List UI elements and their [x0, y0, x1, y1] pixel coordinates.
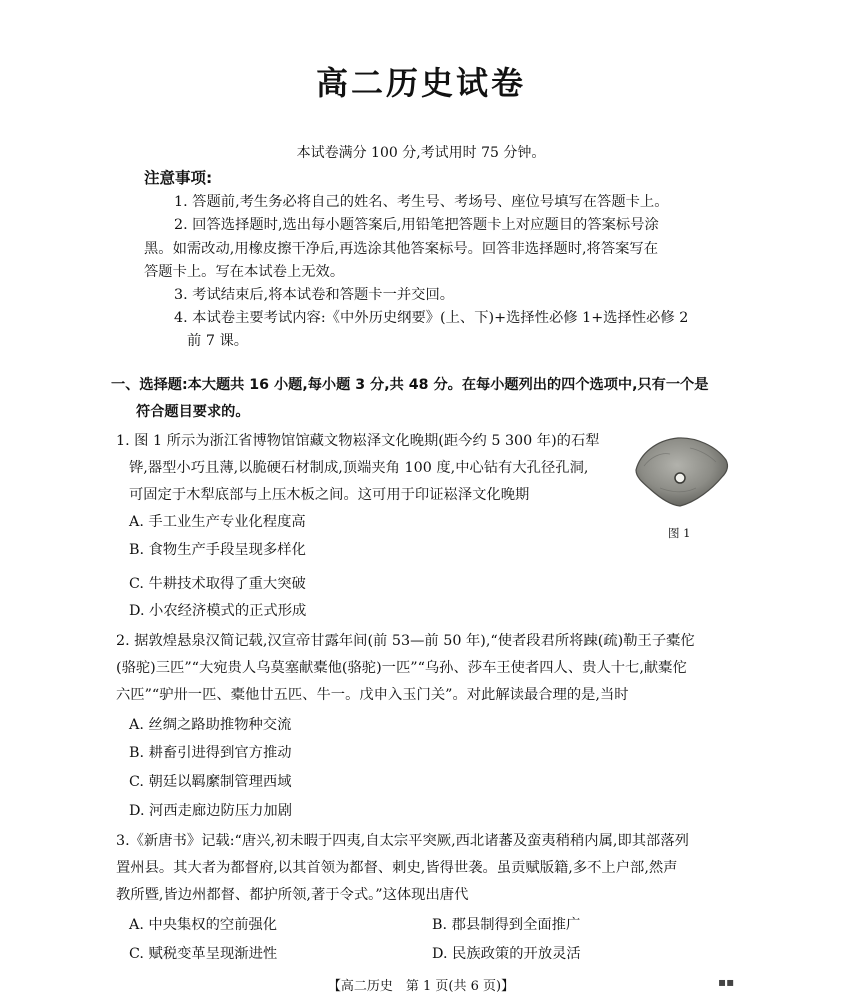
question-3-text: 3.《新唐书》记载:“唐兴,初未暇于四夷,自太宗平突厥,西北诸蕃及蛮夷稍稍内属,即其部落列 — [116, 833, 689, 849]
question-3-text: 置州县。其大者为都督府,以其首领为都督、刺史,皆得世袭。虽贡赋版籍,多不上户部,然声 — [116, 860, 678, 876]
notes-heading: 注意事项: — [144, 169, 213, 187]
question-2-option-c[interactable]: C. 朝廷以羁縻制管理西域 — [129, 774, 292, 790]
question-2-option-a[interactable]: A. 丝绸之路助推物种交流 — [129, 717, 292, 733]
section-heading: 一、选择题:本大题共 16 小题,每小题 3 分,共 48 分。在每小题列出的四个选项中,只有一个是 — [111, 377, 709, 393]
corner-mark: ▪▪ — [718, 975, 735, 989]
question-1-text: 铧,器型小巧且薄,以脆硬石材制成,顶端夹角 100 度,中心钻有大孔径孔洞, — [129, 460, 589, 476]
figure-caption: 图 1 — [668, 526, 691, 540]
page-title: 高二历史试卷 — [315, 64, 526, 102]
question-3-option-b[interactable]: B. 郡县制得到全面推广 — [432, 917, 581, 933]
page-footer: 【高二历史 第 1 页(共 6 页)】 — [327, 979, 515, 994]
question-3-text: 教所暨,皆边州都督、都护所领,著于令式。”这体现出唐代 — [116, 887, 469, 903]
question-1-option-b[interactable]: B. 食物生产手段呈现多样化 — [129, 542, 306, 558]
question-2-text: 2. 据敦煌悬泉汉简记载,汉宣帝甘露年间(前 53—前 50 年),“使者段君所将踈(疏)勒王子橐佗 — [116, 633, 695, 649]
note-line: 前 7 课。 — [187, 333, 249, 349]
question-2-option-d[interactable]: D. 河西走廊边防压力加剧 — [129, 803, 293, 819]
note-line: 黑。如需改动,用橡皮擦干净后,再选涂其他答案标号。回答非选择题时,将答案写在 — [144, 241, 659, 257]
note-line: 2. 回答选择题时,选出每小题答案后,用铅笔把答题卡上对应题目的答案标号涂 — [174, 217, 659, 233]
question-3-option-c[interactable]: C. 赋税变革呈现渐进性 — [129, 946, 278, 962]
question-3-option-d[interactable]: D. 民族政策的开放灵活 — [432, 946, 581, 962]
stone-plough-artifact-image — [630, 432, 732, 510]
section-heading-cont: 符合题目要求的。 — [136, 404, 250, 420]
exam-info: 本试卷满分 100 分,考试用时 75 分钟。 — [296, 145, 546, 161]
question-1-text: 可固定于木犁底部与上压木板之间。这可用于印证崧泽文化晚期 — [129, 487, 530, 503]
question-2-text: (骆驼)三匹”“大宛贵人乌莫塞献橐他(骆驼)一匹”“乌孙、莎车王使者四人、贵人十七,献橐佗 — [116, 660, 687, 676]
note-line: 4. 本试卷主要考试内容:《中外历史纲要》(上、下)+选择性必修 1+选择性必修 2 — [174, 310, 689, 326]
question-1-option-d[interactable]: D. 小农经济模式的正式形成 — [129, 603, 307, 619]
note-line: 答题卡上。写在本试卷上无效。 — [144, 264, 345, 280]
question-1-text: 1. 图 1 所示为浙江省博物馆馆藏文物崧泽文化晚期(距今约 5 300 年)的石犁 — [116, 433, 600, 449]
note-line: 3. 考试结束后,将本试卷和答题卡一并交回。 — [174, 287, 455, 303]
question-3-option-a[interactable]: A. 中央集权的空前强化 — [129, 917, 278, 933]
question-1-option-c[interactable]: C. 牛耕技术取得了重大突破 — [129, 576, 306, 592]
question-1-option-a[interactable]: A. 手工业生产专业化程度高 — [129, 514, 306, 530]
question-2-text: 六匹”“驴卅一匹、橐他廿五匹、牛一。戊申入玉门关”。对此解读最合理的是,当时 — [116, 687, 629, 703]
question-2-option-b[interactable]: B. 耕畜引进得到官方推动 — [129, 745, 292, 761]
note-line: 1. 答题前,考生务必将自己的姓名、考生号、考场号、座位号填写在答题卡上。 — [174, 194, 669, 210]
